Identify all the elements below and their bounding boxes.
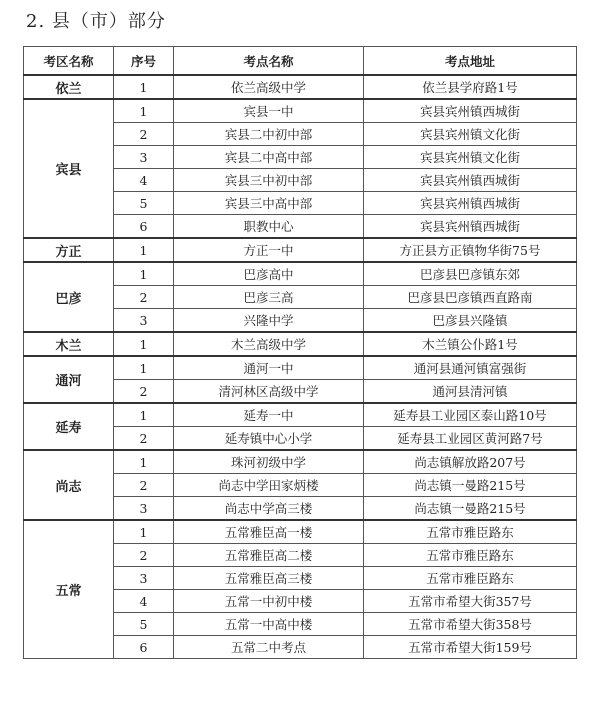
- site-name-cell: 清河林区高级中学: [174, 380, 364, 404]
- site-address-cell: 宾县宾州镇西城街: [364, 215, 577, 239]
- site-name-cell: 宾县三中初中部: [174, 169, 364, 192]
- row-number-cell: 2: [114, 544, 174, 567]
- site-name-cell: 尚志中学田家炳楼: [174, 474, 364, 497]
- site-address-cell: 木兰镇公仆路1号: [364, 332, 577, 356]
- row-number-cell: 1: [114, 403, 174, 427]
- row-number-cell: 3: [114, 567, 174, 590]
- site-address-cell: 五常市雅臣路东: [364, 544, 577, 567]
- site-address-cell: 尚志镇一曼路215号: [364, 474, 577, 497]
- district-name-cell: 延寿: [24, 403, 114, 450]
- site-address-cell: 依兰县学府路1号: [364, 75, 577, 99]
- table-row: [24, 332, 577, 356]
- site-name-cell: 巴彦三高: [174, 286, 364, 309]
- site-name-cell: 职教中心: [174, 215, 364, 239]
- site-address-cell: 巴彦县兴隆镇: [364, 309, 577, 333]
- row-number-cell: 4: [114, 590, 174, 613]
- row-number-cell: 3: [114, 309, 174, 333]
- site-name-cell: 通河一中: [174, 356, 364, 380]
- row-number-cell: 1: [114, 99, 174, 123]
- row-number-cell: 2: [114, 474, 174, 497]
- site-address-cell: 宾县宾州镇文化街: [364, 123, 577, 146]
- site-name-cell: 五常一中初中楼: [174, 590, 364, 613]
- site-address-cell: 尚志镇解放路207号: [364, 450, 577, 474]
- district-name-cell: 方正: [24, 238, 114, 262]
- row-number-cell: 1: [114, 520, 174, 544]
- site-address-cell: 通河县通河镇富强街: [364, 356, 577, 380]
- site-address-cell: 延寿县工业园区泰山路10号: [364, 403, 577, 427]
- site-name-cell: 宾县二中高中部: [174, 146, 364, 169]
- row-number-cell: 2: [114, 123, 174, 146]
- district-name-cell: 巴彦: [24, 262, 114, 332]
- site-name-cell: 延寿一中: [174, 403, 364, 427]
- table-header-row: [24, 47, 577, 76]
- row-number-cell: 5: [114, 192, 174, 215]
- site-address-cell: 宾县宾州镇西城街: [364, 99, 577, 123]
- site-name-cell: 五常一中高中楼: [174, 613, 364, 636]
- site-address-cell: 延寿县工业园区黄河路7号: [364, 427, 577, 451]
- site-address-cell: 巴彦县巴彦镇东郊: [364, 262, 577, 286]
- row-number-cell: 1: [114, 356, 174, 380]
- row-number-cell: 2: [114, 286, 174, 309]
- table-row: [24, 450, 577, 474]
- site-name-cell: 方正一中: [174, 238, 364, 262]
- site-name-cell: 五常雅臣高三楼: [174, 567, 364, 590]
- site-address-cell: 宾县宾州镇文化街: [364, 146, 577, 169]
- exam-site-table: [23, 46, 577, 659]
- site-address-cell: 五常市雅臣路东: [364, 520, 577, 544]
- row-number-cell: 6: [114, 636, 174, 659]
- district-name-cell: 宾县: [24, 99, 114, 238]
- header-site-address: 考点地址: [364, 47, 577, 76]
- site-name-cell: 延寿镇中心小学: [174, 427, 364, 451]
- district-name-cell: 木兰: [24, 332, 114, 356]
- district-name-cell: 依兰: [24, 75, 114, 99]
- site-address-cell: 尚志镇一曼路215号: [364, 497, 577, 521]
- district-name-cell: 尚志: [24, 450, 114, 520]
- site-address-cell: 五常市希望大街357号: [364, 590, 577, 613]
- row-number-cell: 6: [114, 215, 174, 239]
- district-name-cell: 五常: [24, 520, 114, 659]
- site-name-cell: 珠河初级中学: [174, 450, 364, 474]
- site-address-cell: 方正县方正镇物华街75号: [364, 238, 577, 262]
- site-name-cell: 巴彦高中: [174, 262, 364, 286]
- site-address-cell: 五常市希望大街358号: [364, 613, 577, 636]
- site-address-cell: 五常市希望大街159号: [364, 636, 577, 659]
- table-row: [24, 75, 577, 99]
- district-name-cell: 通河: [24, 356, 114, 403]
- header-site-name: 考点名称: [174, 47, 364, 76]
- table-row: [24, 403, 577, 427]
- site-address-cell: 宾县宾州镇西城街: [364, 192, 577, 215]
- table-row: [24, 262, 577, 286]
- site-address-cell: 五常市雅臣路东: [364, 567, 577, 590]
- site-name-cell: 五常雅臣高一楼: [174, 520, 364, 544]
- site-name-cell: 宾县一中: [174, 99, 364, 123]
- table-row: [24, 356, 577, 380]
- site-name-cell: 依兰高级中学: [174, 75, 364, 99]
- header-district: 考区名称: [24, 47, 114, 76]
- section-heading: 2. 县（市）部分: [26, 11, 166, 32]
- row-number-cell: 3: [114, 497, 174, 521]
- site-name-cell: 宾县三中高中部: [174, 192, 364, 215]
- site-name-cell: 五常雅臣高二楼: [174, 544, 364, 567]
- table-row: [24, 520, 577, 544]
- site-name-cell: 宾县二中初中部: [174, 123, 364, 146]
- site-name-cell: 五常二中考点: [174, 636, 364, 659]
- site-name-cell: 木兰高级中学: [174, 332, 364, 356]
- row-number-cell: 5: [114, 613, 174, 636]
- row-number-cell: 2: [114, 380, 174, 404]
- table-row: [24, 238, 577, 262]
- row-number-cell: 3: [114, 146, 174, 169]
- site-name-cell: 尚志中学高三楼: [174, 497, 364, 521]
- row-number-cell: 1: [114, 238, 174, 262]
- table-row: [24, 99, 577, 123]
- header-number: 序号: [114, 47, 174, 76]
- row-number-cell: 1: [114, 450, 174, 474]
- table-body: [24, 75, 577, 659]
- row-number-cell: 1: [114, 262, 174, 286]
- row-number-cell: 4: [114, 169, 174, 192]
- row-number-cell: 2: [114, 427, 174, 451]
- site-address-cell: 通河县清河镇: [364, 380, 577, 404]
- row-number-cell: 1: [114, 332, 174, 356]
- site-address-cell: 宾县宾州镇西城街: [364, 169, 577, 192]
- site-address-cell: 巴彦县巴彦镇西直路南: [364, 286, 577, 309]
- row-number-cell: 1: [114, 75, 174, 99]
- site-name-cell: 兴隆中学: [174, 309, 364, 333]
